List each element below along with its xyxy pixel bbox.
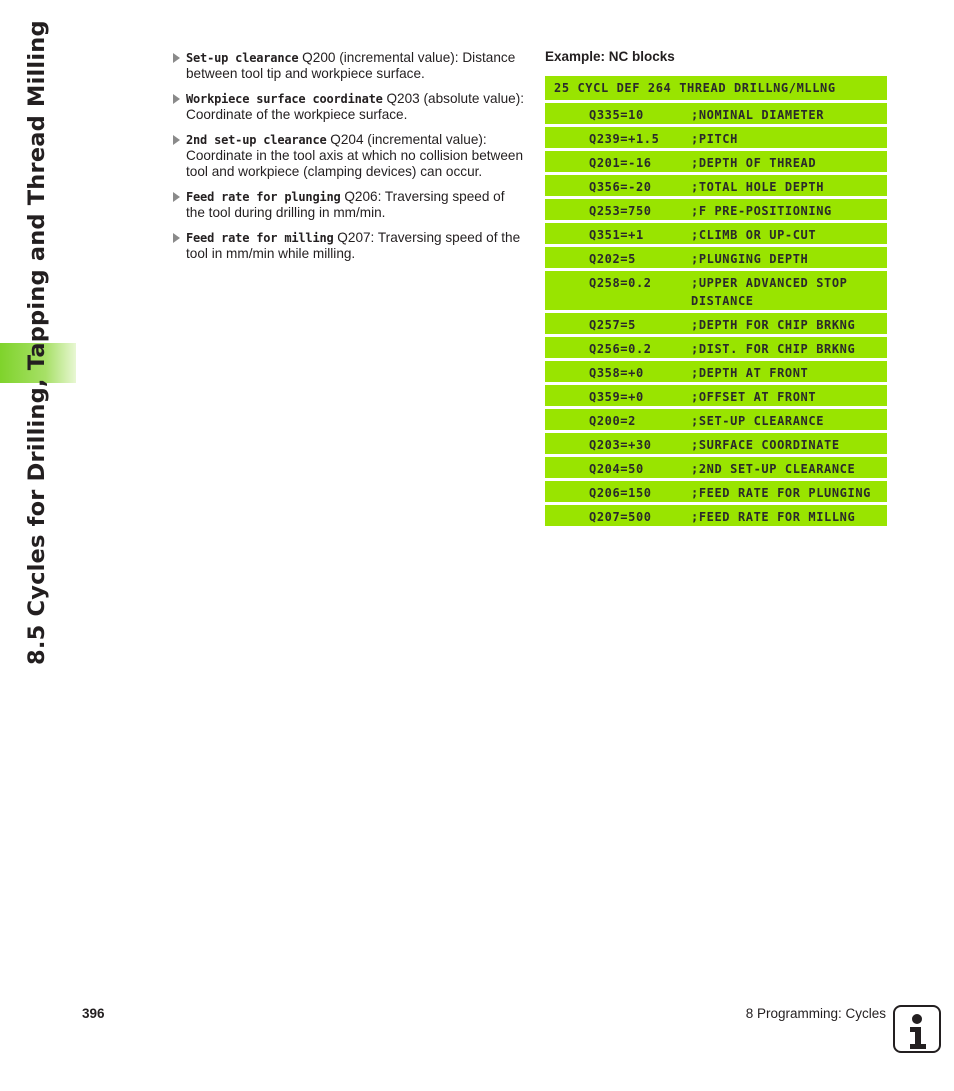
parameter-description: Q206: Traversing speed of the tool during drilling in mm/min. [186,189,505,220]
info-icon [893,1005,941,1053]
nc-row [545,175,887,196]
nc-row [545,271,887,310]
nc-param: Q203=+30 [589,438,652,452]
nc-row [545,505,887,526]
info-stem-shape [908,1027,928,1049]
nc-param: Q200=2 [589,414,636,428]
parameter-item [172,189,526,221]
nc-comment: ;DIST. FOR CHIP BRKNG [691,342,856,356]
parameter-item [172,50,526,82]
nc-comment: ;2ND SET-UP CLEARANCE [691,462,856,476]
nc-row [545,337,887,358]
nc-row [545,361,887,382]
nc-row [545,247,887,268]
nc-comment: ;NOMINAL DIAMETER [691,108,825,122]
nc-param: Q204=50 [589,462,644,476]
nc-comment: ;CLIMB OR UP-CUT [691,228,817,242]
footer-chapter: 8 Programming: Cycles [745,1006,886,1021]
parameter-keyword: Feed rate for milling [186,231,334,245]
nc-comment: ;DEPTH FOR CHIP BRKNG [691,318,856,332]
nc-row [545,223,887,244]
parameter-description: Q200 (incremental value): Distance between tool tip and workpiece surface. [186,50,516,81]
parameter-keyword: 2nd set-up clearance [186,133,327,147]
nc-comment: ;OFFSET AT FRONT [691,390,817,404]
parameter-item [172,91,526,123]
nc-param: Q356=-20 [589,180,652,194]
arrow-bullet-icon [173,192,180,202]
nc-param: Q206=150 [589,486,652,500]
nc-comment: ;UPPER ADVANCED STOP DISTANCE [691,276,848,308]
nc-param: Q351=+1 [589,228,644,242]
nc-row [545,127,887,148]
nc-param: Q335=10 [589,108,644,122]
nc-param: Q359=+0 [589,390,644,404]
nc-comment: ;FEED RATE FOR MILLNG [691,510,856,524]
parameter-item [172,230,526,262]
nc-row [545,313,887,334]
nc-param: Q253=750 [589,204,652,218]
nc-row [545,385,887,406]
nc-row [545,409,887,430]
parameter-list [172,50,526,271]
nc-block-listing [545,76,887,529]
nc-comment: ;TOTAL HOLE DEPTH [691,180,825,194]
nc-param: Q239=+1.5 [589,132,660,146]
parameter-keyword: Set-up clearance [186,51,299,65]
parameter-description: Q203 (absolute value): Coordinate of the workpiece surface. [186,91,525,122]
page-number: 396 [82,1006,105,1021]
nc-comment: ;DEPTH AT FRONT [691,366,809,380]
nc-comment: ;F PRE-POSITIONING [691,204,832,218]
nc-cycle-definition-line: 25 CYCL DEF 264 THREAD DRILLNG/MLLNG [545,76,887,100]
example-heading: Example: NC blocks [545,49,675,64]
arrow-bullet-icon [173,135,180,145]
parameter-description: Q207: Traversing speed of the tool in mm/min while milling. [186,230,521,261]
parameter-description: Q204 (incremental value): Coordinate in the tool axis at which no collision between tool and workpiece (clamping devices) can occur. [186,132,524,179]
nc-param: Q207=500 [589,510,652,524]
arrow-bullet-icon [173,53,180,63]
arrow-bullet-icon [173,233,180,243]
info-dot-shape [912,1014,922,1024]
nc-comment: ;SET-UP CLEARANCE [691,414,825,428]
nc-row [545,457,887,478]
nc-row [545,481,887,502]
nc-param: Q258=0.2 [589,276,652,290]
parameter-keyword: Workpiece surface coordinate [186,92,383,106]
nc-comment: ;PLUNGING DEPTH [691,252,809,266]
nc-row [545,103,887,124]
arrow-bullet-icon [173,94,180,104]
nc-param: Q256=0.2 [589,342,652,356]
nc-param: Q257=5 [589,318,636,332]
chapter-side-title: 8.5 Cycles for Drilling, Tapping and Thread Milling [24,20,50,665]
nc-comment: ;FEED RATE FOR PLUNGING [691,486,871,500]
nc-comment: ;SURFACE COORDINATE [691,438,840,452]
nc-param: Q358=+0 [589,366,644,380]
nc-param: Q201=-16 [589,156,652,170]
nc-row [545,199,887,220]
parameter-item [172,132,526,180]
nc-comment: ;DEPTH OF THREAD [691,156,817,170]
nc-param: Q202=5 [589,252,636,266]
parameter-keyword: Feed rate for plunging [186,190,341,204]
nc-row [545,151,887,172]
nc-row [545,433,887,454]
nc-comment: ;PITCH [691,132,738,146]
